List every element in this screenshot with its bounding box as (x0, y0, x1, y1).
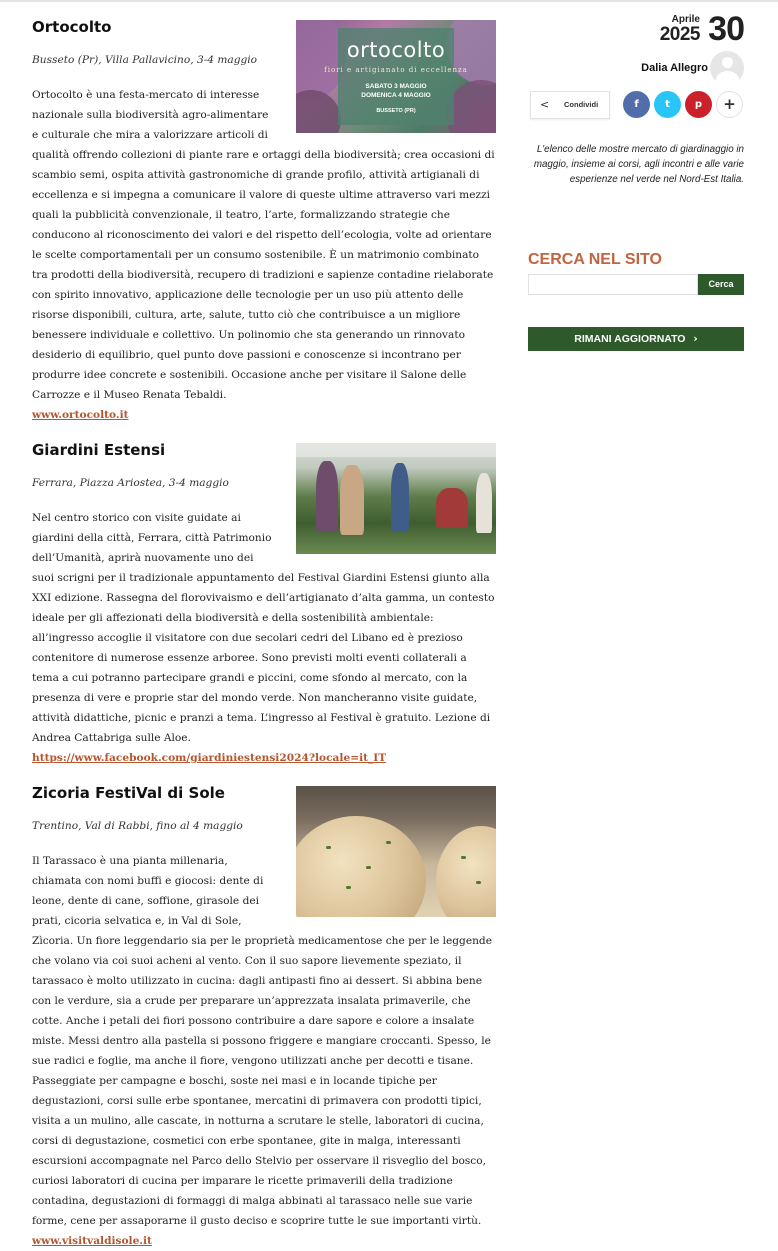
poster-city: BUSSETO (PR) (376, 108, 416, 114)
search-button[interactable]: Cerca (698, 274, 744, 295)
author-name[interactable]: Dalia Allegro (641, 62, 708, 74)
date-year: 2025 (659, 24, 700, 45)
search-title: CERCA NEL SITO (528, 251, 662, 268)
top-border (0, 0, 778, 2)
article-description: L'elenco delle mostre mercato di giardinaggio in maggio, insieme ai corsi, agli incontri e alle varie esperienze nel verde nel Nord-Est Italia. (533, 144, 744, 185)
post-date (528, 10, 744, 48)
share-icon: < (540, 98, 550, 111)
article-link[interactable]: www.ortocolto.it (32, 409, 129, 421)
article-title: Ortocolto (32, 18, 112, 36)
twitter-icon[interactable]: t (654, 91, 681, 118)
date-month: Aprile (671, 14, 700, 25)
share-button[interactable] (530, 91, 610, 119)
share-label: Condividi (564, 100, 599, 109)
article-body: Il Tarassaco è una pianta millenaria, chiamata con nomi buffi e giocosi: dente di leone, dente di cane, soffione, girasole dei prati, cicoria selvatica e, in Val di Sole, Zìcoria. Un fiore leggendario sia per le proprietà medicamentose che per le leggende che volano via coi suoi acheni al vento. Con il suo sapore lievemente speziato, il tarassaco è molto utilizzato in cucina: dagli antipasti fino ai dessert. Si abbina bene con le verdure, sia a crude per preparare un’apprezzata insalata primaverile, che cotte. Anche i petali dei fiori possono contribuire a dare sapore e colore a insalate miste. Messi dentro alla pastella si possono friggere e mangiare croccanti. Spesso, le sue radici e foglie, ma anche il fiore, vengono utilizzati anche per decotti e tisane. Passeggiate per campagne e boschi, soste nei masi e in locande tipiche per degustazioni, corsi sulle erbe spontanee, mercatini di primavera con prodotti tipici, visita a un mulino, alle cascate, in notturna a scrutare le stelle, laboratori di cucina, corsi di degustazione, cosmetici con erbe spontanee, gite in malga, interessanti escursioni accompagnate nel Parco dello Stelvio per osservare il risveglio del bosco, curiosi laboratori di cucina per imparare le ricette primaverili della tradizione contadina, degustazioni di formaggi di malga abbinati al tarassaco nelle sue varie forme, cene per assaporarne il gusto deciso e scoprire tutte le sue importanti virtù. (32, 855, 492, 1227)
pinterest-icon[interactable]: p (685, 91, 712, 118)
poster-date-2: DOMENICA 4 MAGGIO (361, 92, 431, 99)
stay-updated-label: RIMANI AGGIORNATO (574, 333, 686, 345)
article-giardini-estensi (32, 437, 496, 768)
search-input[interactable] (528, 274, 698, 295)
avatar[interactable] (710, 51, 744, 85)
giardini-photo[interactable] (296, 443, 496, 554)
poster-date-1: SABATO 3 MAGGIO (365, 83, 427, 90)
article-title: Zicoria FestiVal di Sole (32, 784, 225, 802)
article-ortocolto (32, 14, 496, 425)
article-body: Ortocolto è una festa-mercato di interesse nazionale sulla biodiversità agro-alimentare e culturale che mira a valorizzare articoli di qualità offrendo collezioni di piante rare e ortaggi della biodiversità; crea occasioni di scambio semi, ospita attività gastronomiche di grande profilo, attività artigianali di eccellenza e si impegna a comunicare il valore di queste ultime attraverso vari mezzi quali la pubblicità convenzionale, il teatro, l’arte, formalizzando strategie che conducono al riconoscimento dei valori e del rispetto dell’ecologia, volte ad orientare le scelte comportamentali per un consumo sostenibile. È un matrimonio combinato tra prodotti della biodiversità, recupero di tradizioni e sapienze contadine rielaborate con spirito innovativo, applicazione delle tecnologie per un uso più attento delle risorse disponibili, cultura, arte, salute, tutto ciò che contribuisce a un migliore benessere individuale e collettivo. Un polinomio che sta generando un rinnovato desiderio di equilibrio, quel punto dove passioni e conoscenze si incontrano per produrre idee concrete e sostenibili. Occasione anche per visitare il Salone delle Carrozze e il Museo Renata Tebaldi. (32, 89, 495, 401)
facebook-icon[interactable]: f (623, 91, 650, 118)
poster-tagline: fiori e artigianato di eccellenza (324, 66, 468, 74)
chevron-right-icon: › (693, 333, 698, 345)
article-place: Busseto (Pr), Villa Pallavicino, 3-4 maggio (32, 54, 258, 66)
author-block[interactable] (528, 51, 744, 85)
poster-logo: ortocolto (346, 38, 446, 62)
stay-updated-button[interactable] (528, 327, 744, 351)
article-place: Ferrara, Piazza Ariostea, 3-4 maggio (32, 477, 229, 489)
zicoria-food-photo[interactable] (296, 786, 496, 917)
article-title: Giardini Estensi (32, 441, 166, 459)
share-row (530, 91, 744, 119)
more-share-icon[interactable]: + (716, 91, 743, 118)
article-link[interactable]: www.visitvaldisole.it (32, 1235, 152, 1247)
date-day: 30 (708, 10, 744, 48)
search-box (528, 274, 744, 295)
ortocolto-poster-image[interactable] (296, 20, 496, 133)
article-body: Nel centro storico con visite guidate ai giardini della città, Ferrara, città Patrimonio dell’Umanità, aprirà nuovamente uno dei suoi scrigni per il tradizionale appuntamento del Festival Giardini Estensi giunto alla XXI edizione. Rassegna del florovivaismo e dell’artigianato d’alta gamma, un contesto ideale per gli affezionati della biodiversità e della sostenibilità ambientale: all’ingresso accoglie il visitatore con due secolari cedri del Libano ed è prezioso contenitore di numerose essenze arboree. Sono previsti molti eventi collaterali a tema a cui potranno partecipare grandi e piccini, come sfondo al mercato, con la presenza di vere e proprie star del mondo verde. Non mancheranno visite guidate, attività didattiche, picnic e pranzi a tema. L’ingresso al Festival è gratuito. Lezione di Andrea Cattabriga sulle Aloe. (32, 512, 495, 744)
article-zicoria (32, 780, 496, 1251)
main-content (32, 14, 496, 1251)
article-link[interactable]: https://www.facebook.com/giardiniestensi2024?locale=it_IT (32, 752, 387, 764)
article-place: Trentino, Val di Rabbi, fino al 4 maggio (32, 820, 243, 832)
